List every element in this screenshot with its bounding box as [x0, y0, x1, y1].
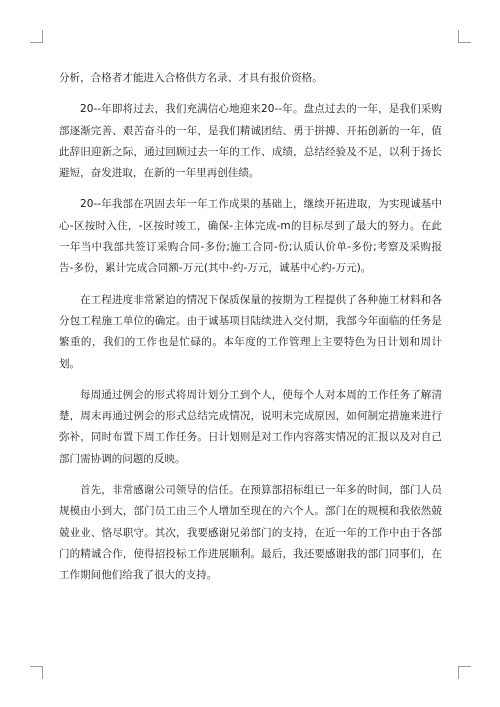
crop-mark-bottom-left — [30, 666, 43, 679]
paragraph-progress: 在工程进度非常紧迫的情况下保质保量的按期为工程提供了各种施工材料和各分包工程施工单位的确定。由于诚基项目陆续进入交付期，我部今年面临的任务是繁重的，我们的工作也是忙碌的。本年度的工作管理上主要特色为日计划和周计划。 — [59, 293, 442, 370]
crop-mark-top-left — [30, 30, 43, 43]
crop-mark-bottom-right — [458, 666, 471, 679]
paragraph-achievements: 20--年我部在巩固去年一年工作成果的基础上，继续开拓进取，为实现诚基中心-区按时入住，-区按时竣工，确保-主体完成-m的目标尽到了最大的努力。在此一年当中我部共签订采购合同-多份;施工合同-份;认质认价单-多份;考察及采购报告-多份，累计完成合同额-万元(其中-约-万元，诚基中心约-万元)。 — [59, 198, 442, 275]
document-body — [59, 68, 442, 597]
paragraph-continuation: 分析，合格者才能进入合格供方名录、才具有报价资格。 — [59, 72, 323, 84]
paragraph-thanks: 首先，非常感谢公司领导的信任。在预算部招标组已一年多的时间，部门人员规模由小到大，部门员工由三个人增加至现在的六个人。部门在的规模和我依然兢兢业业、恪尽职守。其次，我要感谢兄弟部门的支持，在近一年的工作中由于各部门的精诚合作，使得招投标工作进展顺利。最后，我还要感谢我的部门同事们，在工作期间他们给我了很大的支持。 — [59, 484, 442, 582]
paragraph-weekly-plan: 每周通过例会的形式将周计划分工到个人，使每个人对本周的工作任务了解清楚，周末再通过例会的形式总结完成情况，说明未完成原因，如何制定措施来进行弥补，同时布置下周工作任务。日计划则是对工作内容落实情况的汇报以及对自己部门需协调的问题的反映。 — [59, 388, 442, 465]
paragraph-year-review: 20--年即将过去，我们充满信心地迎来20--年。盘点过去的一年，是我们采购部逐渐完善、艰苦奋斗的一年，是我们精诚团结、勇于拼搏、开拓创新的一年，值此辞旧迎新之际，通过回顾过去一年的工作、成绩，总结经验及不足，以利于扬长避短，奋发进取，在新的一年里再创佳绩。 — [59, 103, 442, 180]
crop-mark-top-right — [458, 30, 471, 43]
